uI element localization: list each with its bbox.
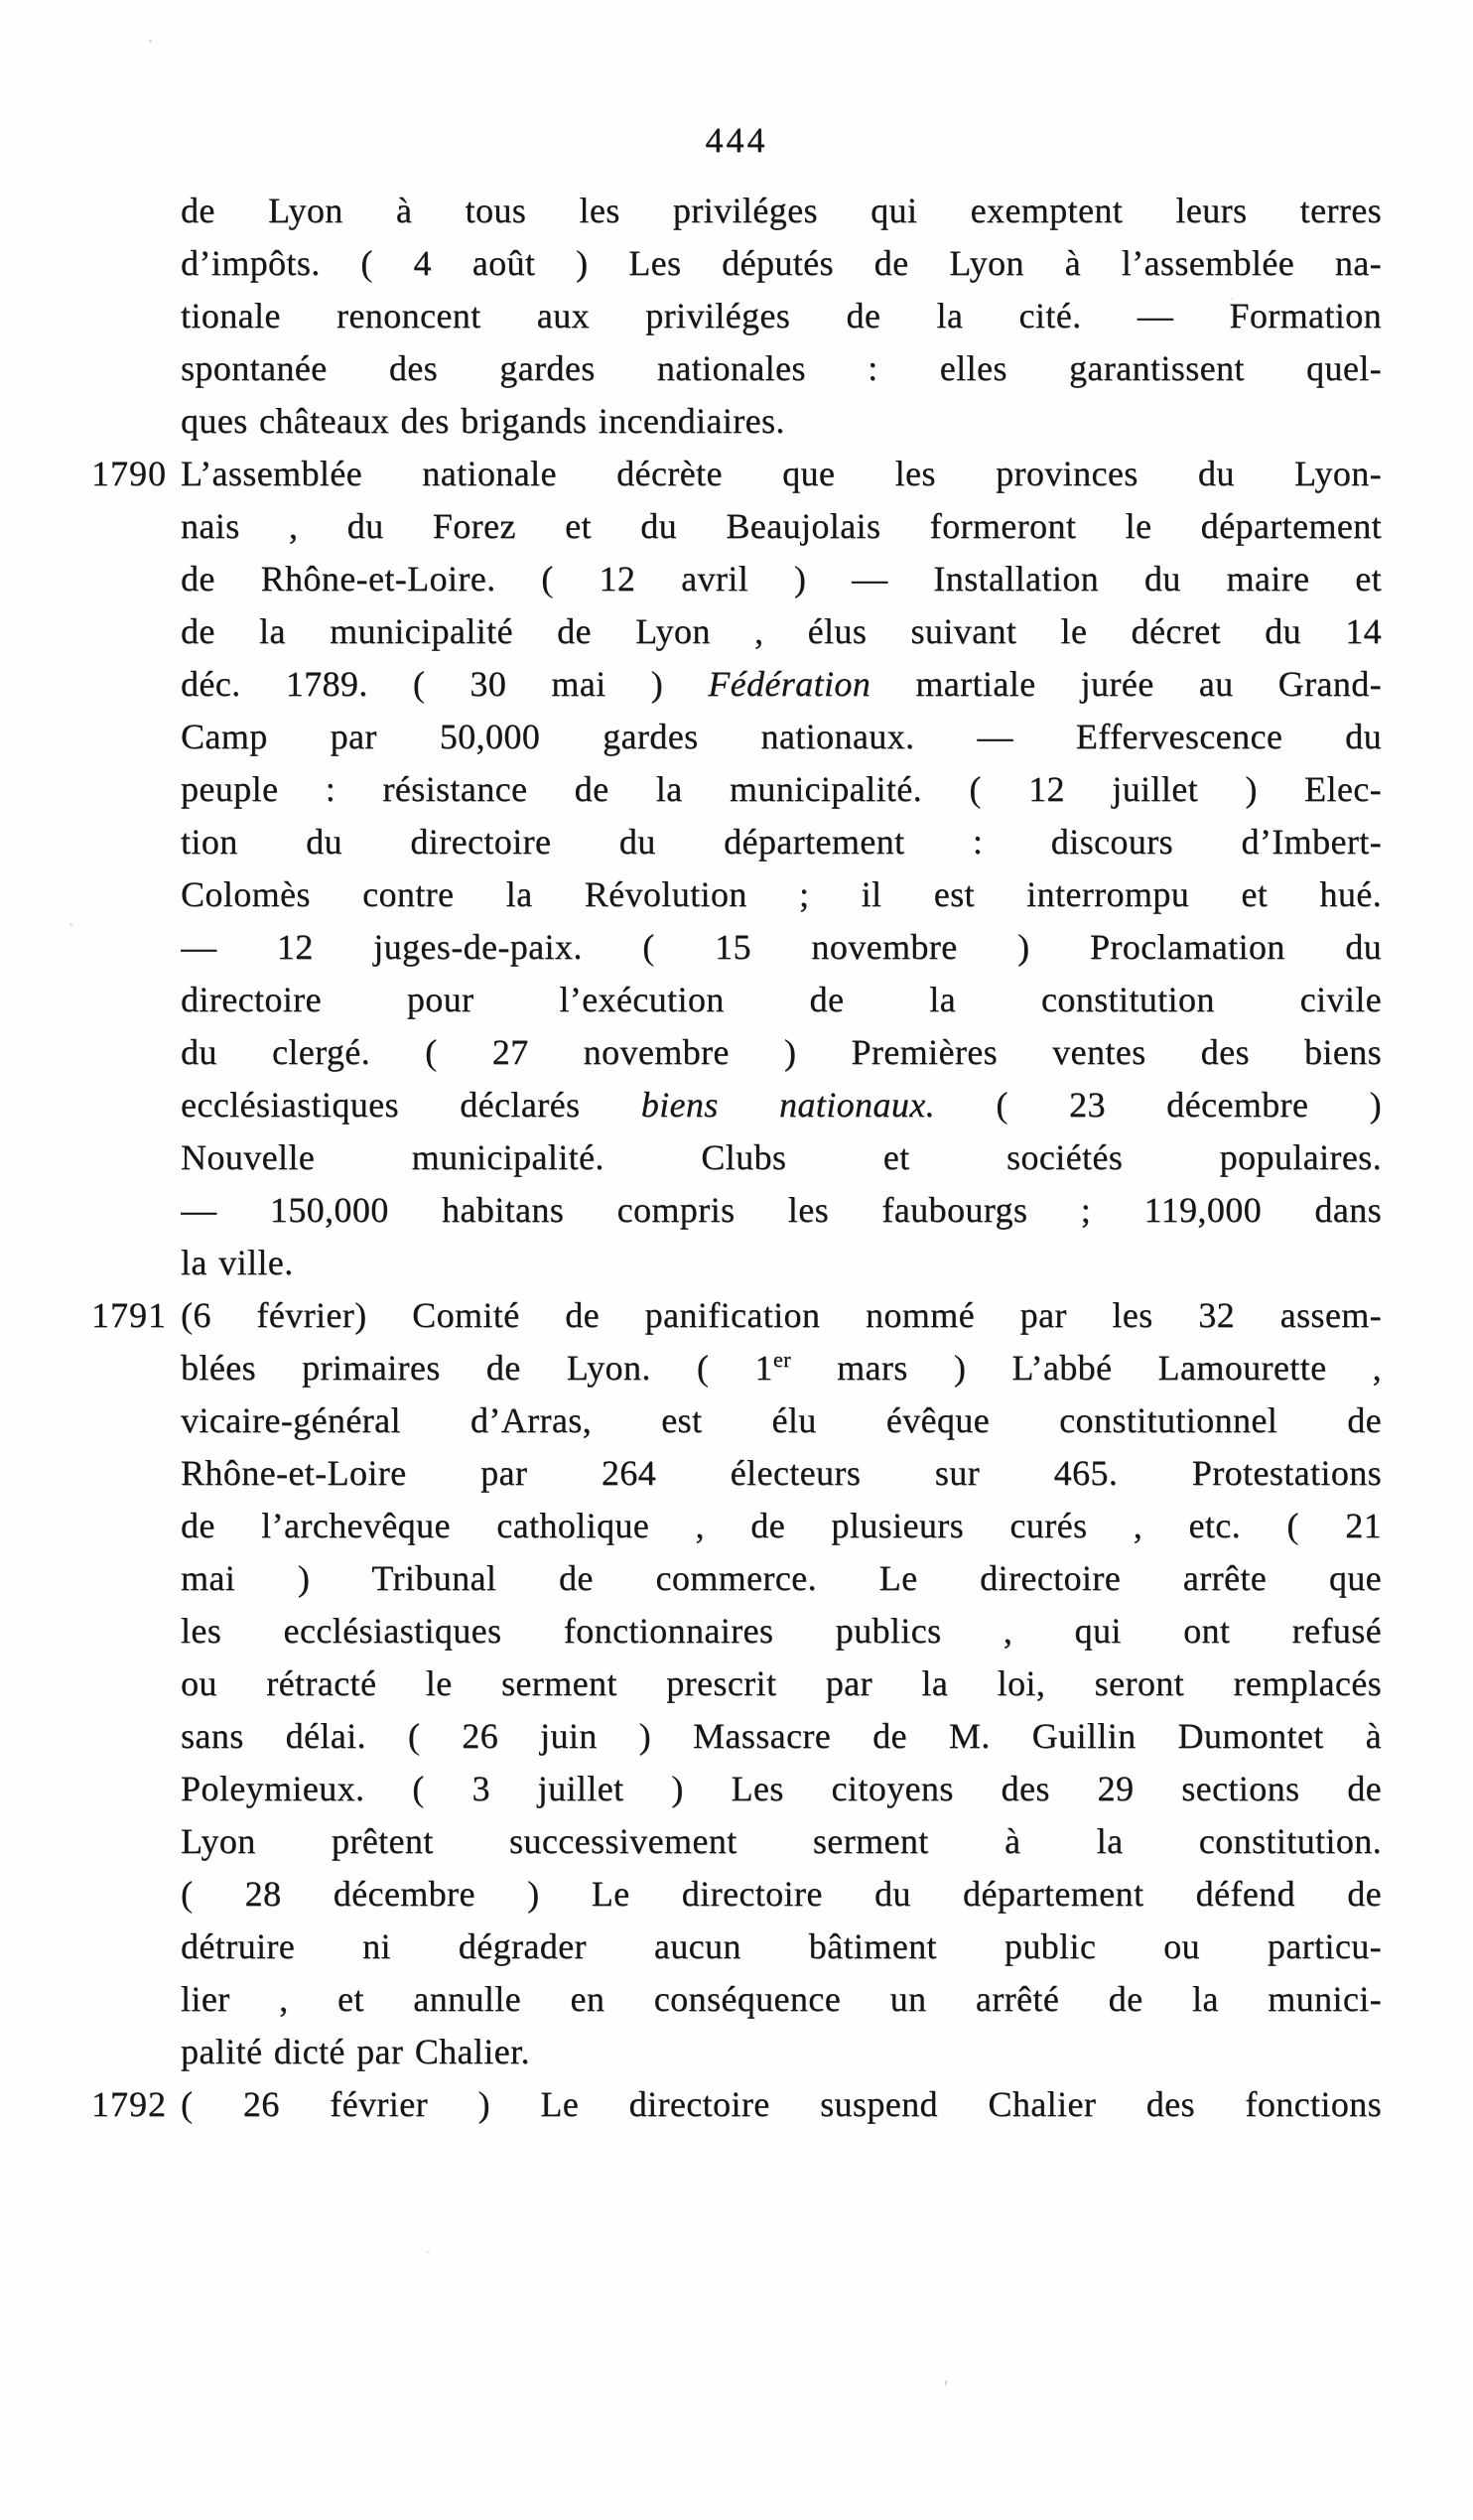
text-line: spontanée des gardes nationales : elles garantissent quel- [181,348,1382,388]
text-line: ( 28 décembre ) Le directoire du département défend de [181,1874,1382,1914]
scan-speck [945,2380,947,2386]
page-number: 444 [705,120,768,160]
text-line: ecclésiastiques déclarés biens nationaux. ( 23 décembre ) [181,1085,1382,1125]
chronology-entry [91,1289,1382,2078]
text-line: la ville. [181,1243,294,1282]
chronology-entry [91,2078,1382,2131]
scan-speck [149,40,152,43]
text-line: Colomès contre la Révolution ; il est interrompu et hué. [181,874,1382,914]
text-blocks [91,185,1382,2131]
text-line: Lyon prêtent successivement serment à la constitution. [181,1821,1382,1861]
text-line: Poleymieux. ( 3 juillet ) Les citoyens des 29 sections de [181,1769,1382,1808]
text-line: déc. 1789. ( 30 mai ) Fédération martiale jurée au Grand- [181,664,1382,704]
text-line: L’assemblée nationale décrète que les provinces du Lyon- [181,454,1382,493]
year-label: 1791 [91,1295,167,1335]
scan-speck [1231,298,1233,300]
text-line: peuple : résistance de la municipalité. ( 12 juillet ) Elec- [181,769,1382,809]
text-line: d’impôts. ( 4 août ) Les députés de Lyon à l’assemblée na- [181,243,1382,283]
chronology-entry [91,185,1382,448]
text-line: tionale renoncent aux priviléges de la cité. — Formation [181,296,1382,335]
text-line: Rhône-et-Loire par 264 électeurs sur 465. Protestations [181,1453,1382,1493]
text-line: ( 26 février ) Le directoire suspend Chalier des fonctions [181,2084,1382,2124]
text-line: lier , et annulle en conséquence un arrêté de la munici- [181,1979,1382,2019]
chronology-entry [91,448,1382,1289]
text-line: détruire ni dégrader aucun bâtiment public ou particu- [181,1926,1382,1966]
text-line: nais , du Forez et du Beaujolais formeront le département [181,506,1382,546]
text-line: de la municipalité de Lyon , élus suivant le décret du 14 [181,611,1382,651]
text-line: de l’archevêque catholique , de plusieurs curés , etc. ( 21 [181,1506,1382,1545]
text-line: tion du directoire du département : discours d’Imbert- [181,822,1382,862]
text-line: du clergé. ( 27 novembre ) Premières ventes des biens [181,1032,1382,1072]
text-line: Camp par 50,000 gardes nationaux. — Effervescence du [181,717,1382,756]
text-line: (6 février) Comité de panification nommé par les 32 assem- [181,1295,1382,1335]
scan-speck [427,2251,430,2253]
year-label: 1792 [91,2084,167,2124]
text-line: Nouvelle municipalité. Clubs et sociétés populaires. [181,1137,1382,1177]
text-line: mai ) Tribunal de commerce. Le directoire arrête que [181,1558,1382,1598]
text-line: sans délai. ( 26 juin ) Massacre de M. Guillin Dumontet à [181,1716,1382,1756]
text-line: directoire pour l’exécution de la constitution civile [181,980,1382,1019]
text-line: — 12 juges-de-paix. ( 15 novembre ) Proclamation du [181,927,1382,967]
text-line: ou rétracté le serment prescrit par la loi, seront remplacés [181,1663,1382,1703]
text-line: de Lyon à tous les priviléges qui exemptent leurs terres [181,191,1382,230]
text-line: de Rhône-et-Loire. ( 12 avril ) — Installation du maire et [181,559,1382,598]
text-line: vicaire-général d’Arras, est élu évêque constitutionnel de [181,1400,1382,1440]
text-line: les ecclésiastiques fonctionnaires publics , qui ont refusé [181,1611,1382,1651]
text-line: — 150,000 habitans compris les faubourgs ; 119,000 dans [181,1190,1382,1230]
text-line: palité dicté par Chalier. [181,2032,530,2071]
year-label: 1790 [91,454,167,493]
scan-speck [69,923,72,926]
text-line: ques châteaux des brigands incendiaires. [181,401,785,441]
text-line: blées primaires de Lyon. ( 1er mars ) L’abbé Lamourette , [181,1347,1382,1388]
